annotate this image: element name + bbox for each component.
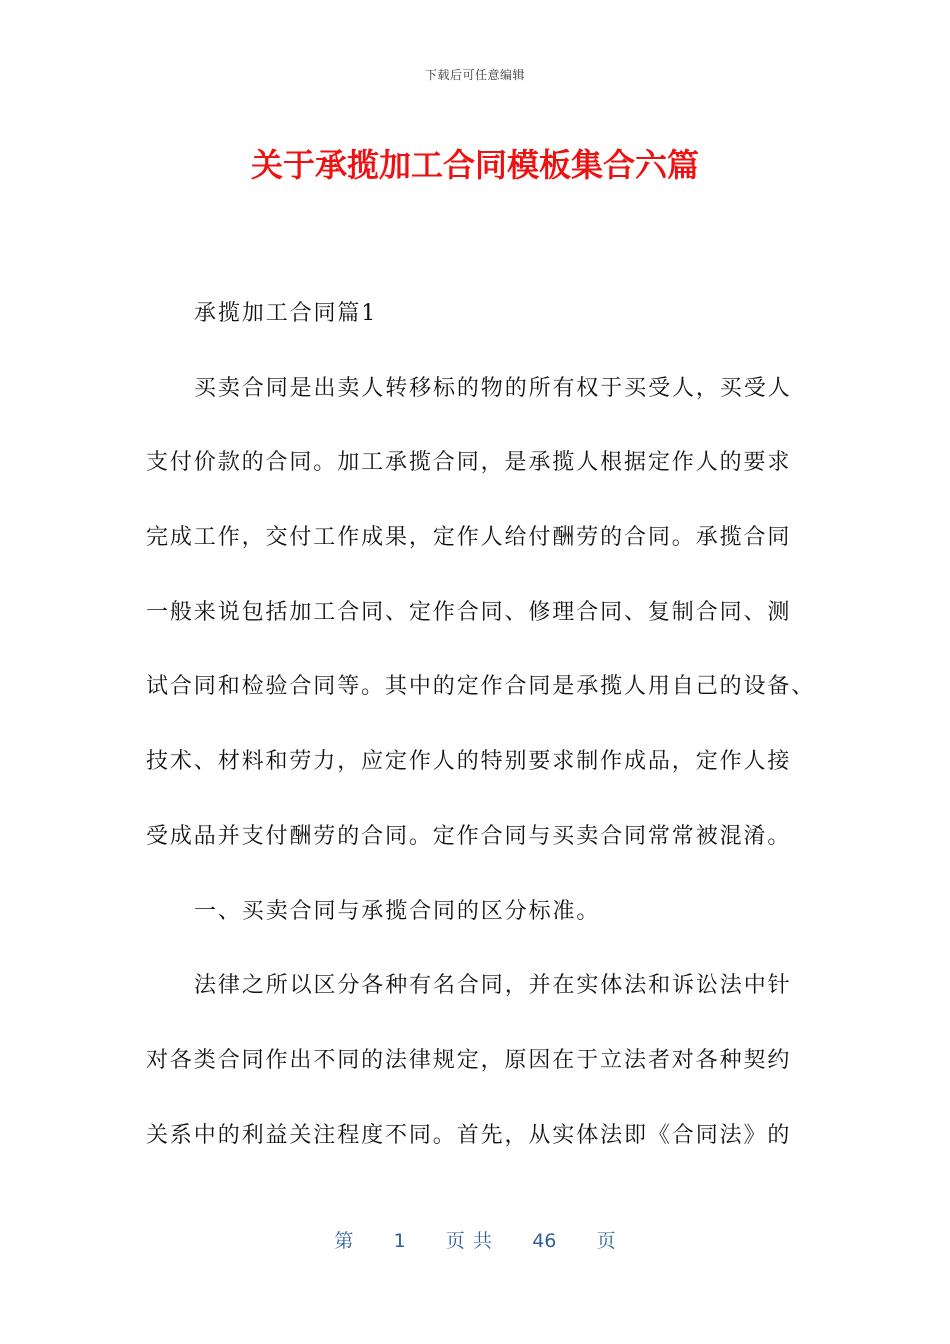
body-line-9: 一、买卖合同与承揽合同的区分标准。 <box>194 898 601 924</box>
document-body <box>146 277 816 1173</box>
body-line-1: 承揽加工合同篇1 <box>194 301 378 326</box>
footer-current-page: 1 <box>393 1230 406 1252</box>
footer-total-pages: 46 <box>532 1230 557 1252</box>
body-line-7: 技术、材料和劳力，应定作人的特别要求制作成品，定作人接 <box>146 749 792 775</box>
header-note: 下载后可任意编辑 <box>424 68 525 82</box>
body-line-11: 对各类合同作出不同的法律规定，原因在于立法者对各种契约 <box>146 1047 792 1073</box>
footer-middle: 页 共 <box>445 1230 492 1252</box>
body-line-3: 支付价款的合同。加工承揽合同，是承揽人根据定作人的要求 <box>146 450 792 476</box>
body-line-12: 关系中的利益关注程度不同。首先，从实体法即《合同法》的 <box>146 1122 792 1148</box>
body-line-10: 法律之所以区分各种有名合同，并在实体法和诉讼法中针 <box>194 973 792 999</box>
body-line-5: 一般来说包括加工合同、定作合同、修理合同、复制合同、测 <box>146 599 792 625</box>
page-footer <box>0 1226 950 1253</box>
body-line-6: 试合同和检验合同等。其中的定作合同是承揽人用自己的设备、 <box>146 674 816 700</box>
body-line-8: 受成品并支付酬劳的合同。定作合同与买卖合同常常被混淆。 <box>146 823 792 849</box>
body-line-2: 买卖合同是出卖人转移标的物的所有权于买受人，买受人 <box>194 375 792 401</box>
body-line-4: 完成工作，交付工作成果，定作人给付酬劳的合同。承揽合同 <box>146 525 792 551</box>
document-title: 关于承揽加工合同模板集合六篇 <box>250 146 699 184</box>
footer-prefix: 第 <box>334 1230 354 1252</box>
footer-suffix: 页 <box>596 1230 616 1252</box>
